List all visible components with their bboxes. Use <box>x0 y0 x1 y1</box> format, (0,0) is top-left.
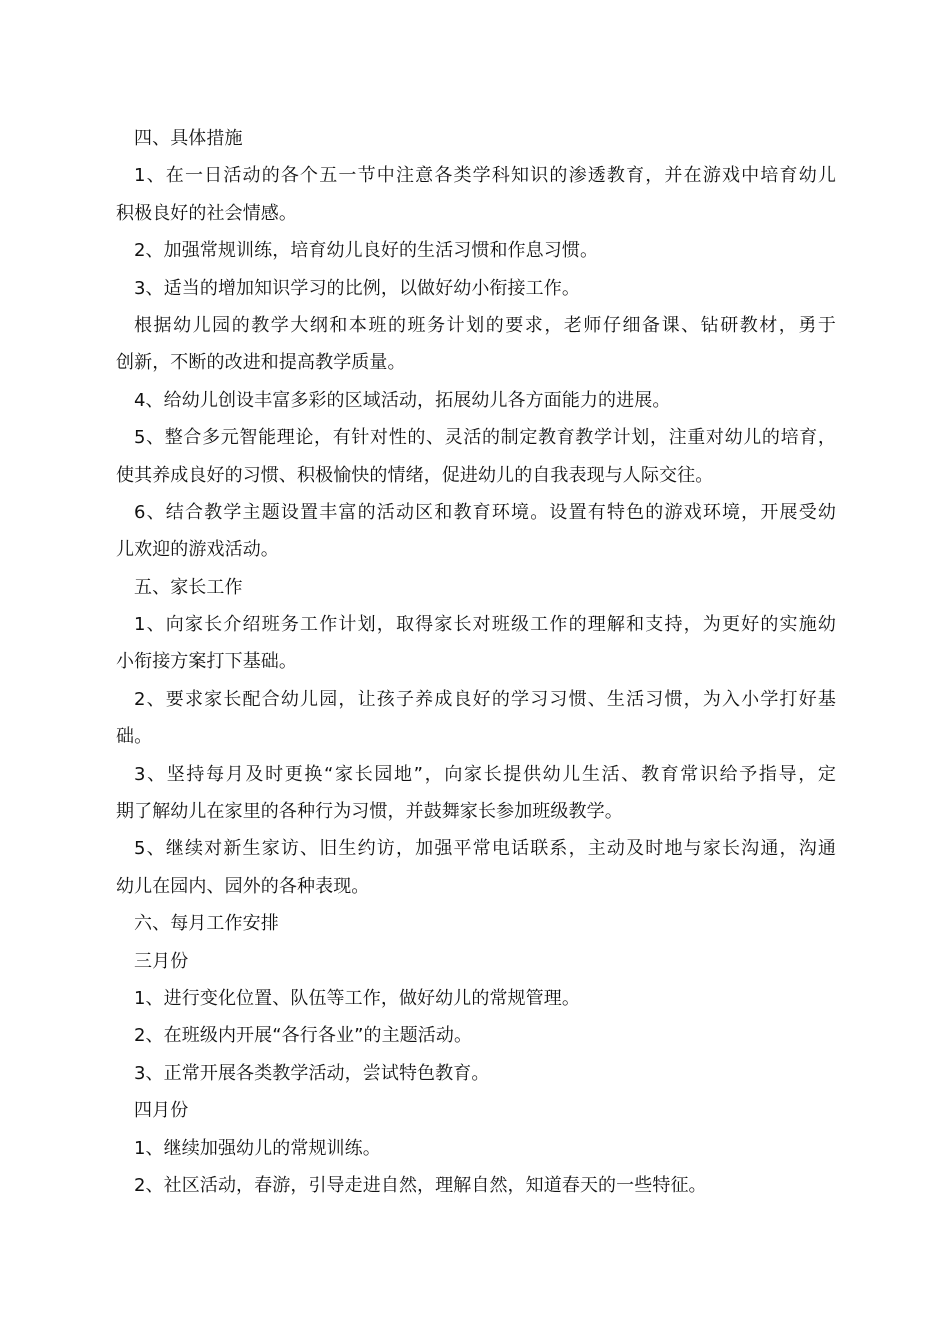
paragraph-line: 1、向家长介绍班务工作计划，取得家长对班级工作的理解和支持，为更好的实施幼 <box>134 614 836 636</box>
section-heading: 四、具体措施 <box>134 128 243 149</box>
paragraph-line: 2、要求家长配合幼儿园，让孩子养成良好的学习习惯、生活习惯，为入小学打好基 <box>134 688 836 710</box>
paragraph-line: 1、在一日活动的各个五一节中注意各类学科知识的渗透教育，并在游戏中培育幼儿 <box>134 165 836 187</box>
paragraph-line: 创新，不断的改进和提高教学质量。 <box>116 352 406 374</box>
paragraph-line: 4、给幼儿创设丰富多彩的区域活动，拓展幼儿各方面能力的进展。 <box>134 389 671 411</box>
paragraph-line: 积极良好的社会情感。 <box>116 202 297 224</box>
list-item: 2、社区活动，春游，引导走进自然，理解自然，知道春天的一些特征。 <box>134 1174 707 1196</box>
list-item: 1、继续加强幼儿的常规训练。 <box>134 1137 381 1159</box>
section-heading: 六、每月工作安排 <box>134 913 279 935</box>
paragraph-line: 5、继续对新生家访、旧生约访，加强平常电话联系，主动及时地与家长沟通，沟通 <box>134 838 836 860</box>
paragraph-line: 根据幼儿园的教学大纲和本班的班务计划的要求，老师仔细备课、钻研教材，勇于 <box>134 314 836 336</box>
list-item: 2、在班级内开展“各行各业”的主题活动。 <box>134 1025 473 1047</box>
paragraph-line: 3、坚持每月及时更换“家长园地”，向家长提供幼儿生活、教育常识给予指导，定 <box>134 763 836 785</box>
paragraph-line: 期了解幼儿在家里的各种行为习惯，并鼓舞家长参加班级教学。 <box>116 801 623 823</box>
paragraph-line: 2、加强常规训练，培育幼儿良好的生活习惯和作息习惯。 <box>134 240 599 262</box>
paragraph-line: 儿欢迎的游戏活动。 <box>116 539 279 561</box>
paragraph-line: 6、结合教学主题设置丰富的活动区和教育环境。设置有特色的游戏环境，开展受幼 <box>134 501 836 523</box>
section-heading: 五、家长工作 <box>134 576 243 598</box>
paragraph-line: 5、整合多元智能理论，有针对性的、灵活的制定教育教学计划，注重对幼儿的培育， <box>134 427 836 449</box>
subheading: 四月份 <box>134 1100 189 1122</box>
list-item: 3、正常开展各类教学活动，尝试特色教育。 <box>134 1062 490 1084</box>
paragraph-line: 使其养成良好的习惯、积极愉快的情绪，促进幼儿的自我表现与人际交往。 <box>116 464 714 486</box>
paragraph-line: 幼儿在园内、园外的各种表现。 <box>116 875 370 897</box>
paragraph-line: 小衔接方案打下基础。 <box>116 651 297 673</box>
paragraph-line: 3、适当的增加知识学习的比例，以做好幼小衔接工作。 <box>134 277 580 299</box>
subheading: 三月份 <box>134 950 189 972</box>
document-body <box>116 120 836 1204</box>
list-item: 1、进行变化位置、队伍等工作，做好幼儿的常规管理。 <box>134 987 580 1009</box>
paragraph-line: 础。 <box>116 726 153 748</box>
